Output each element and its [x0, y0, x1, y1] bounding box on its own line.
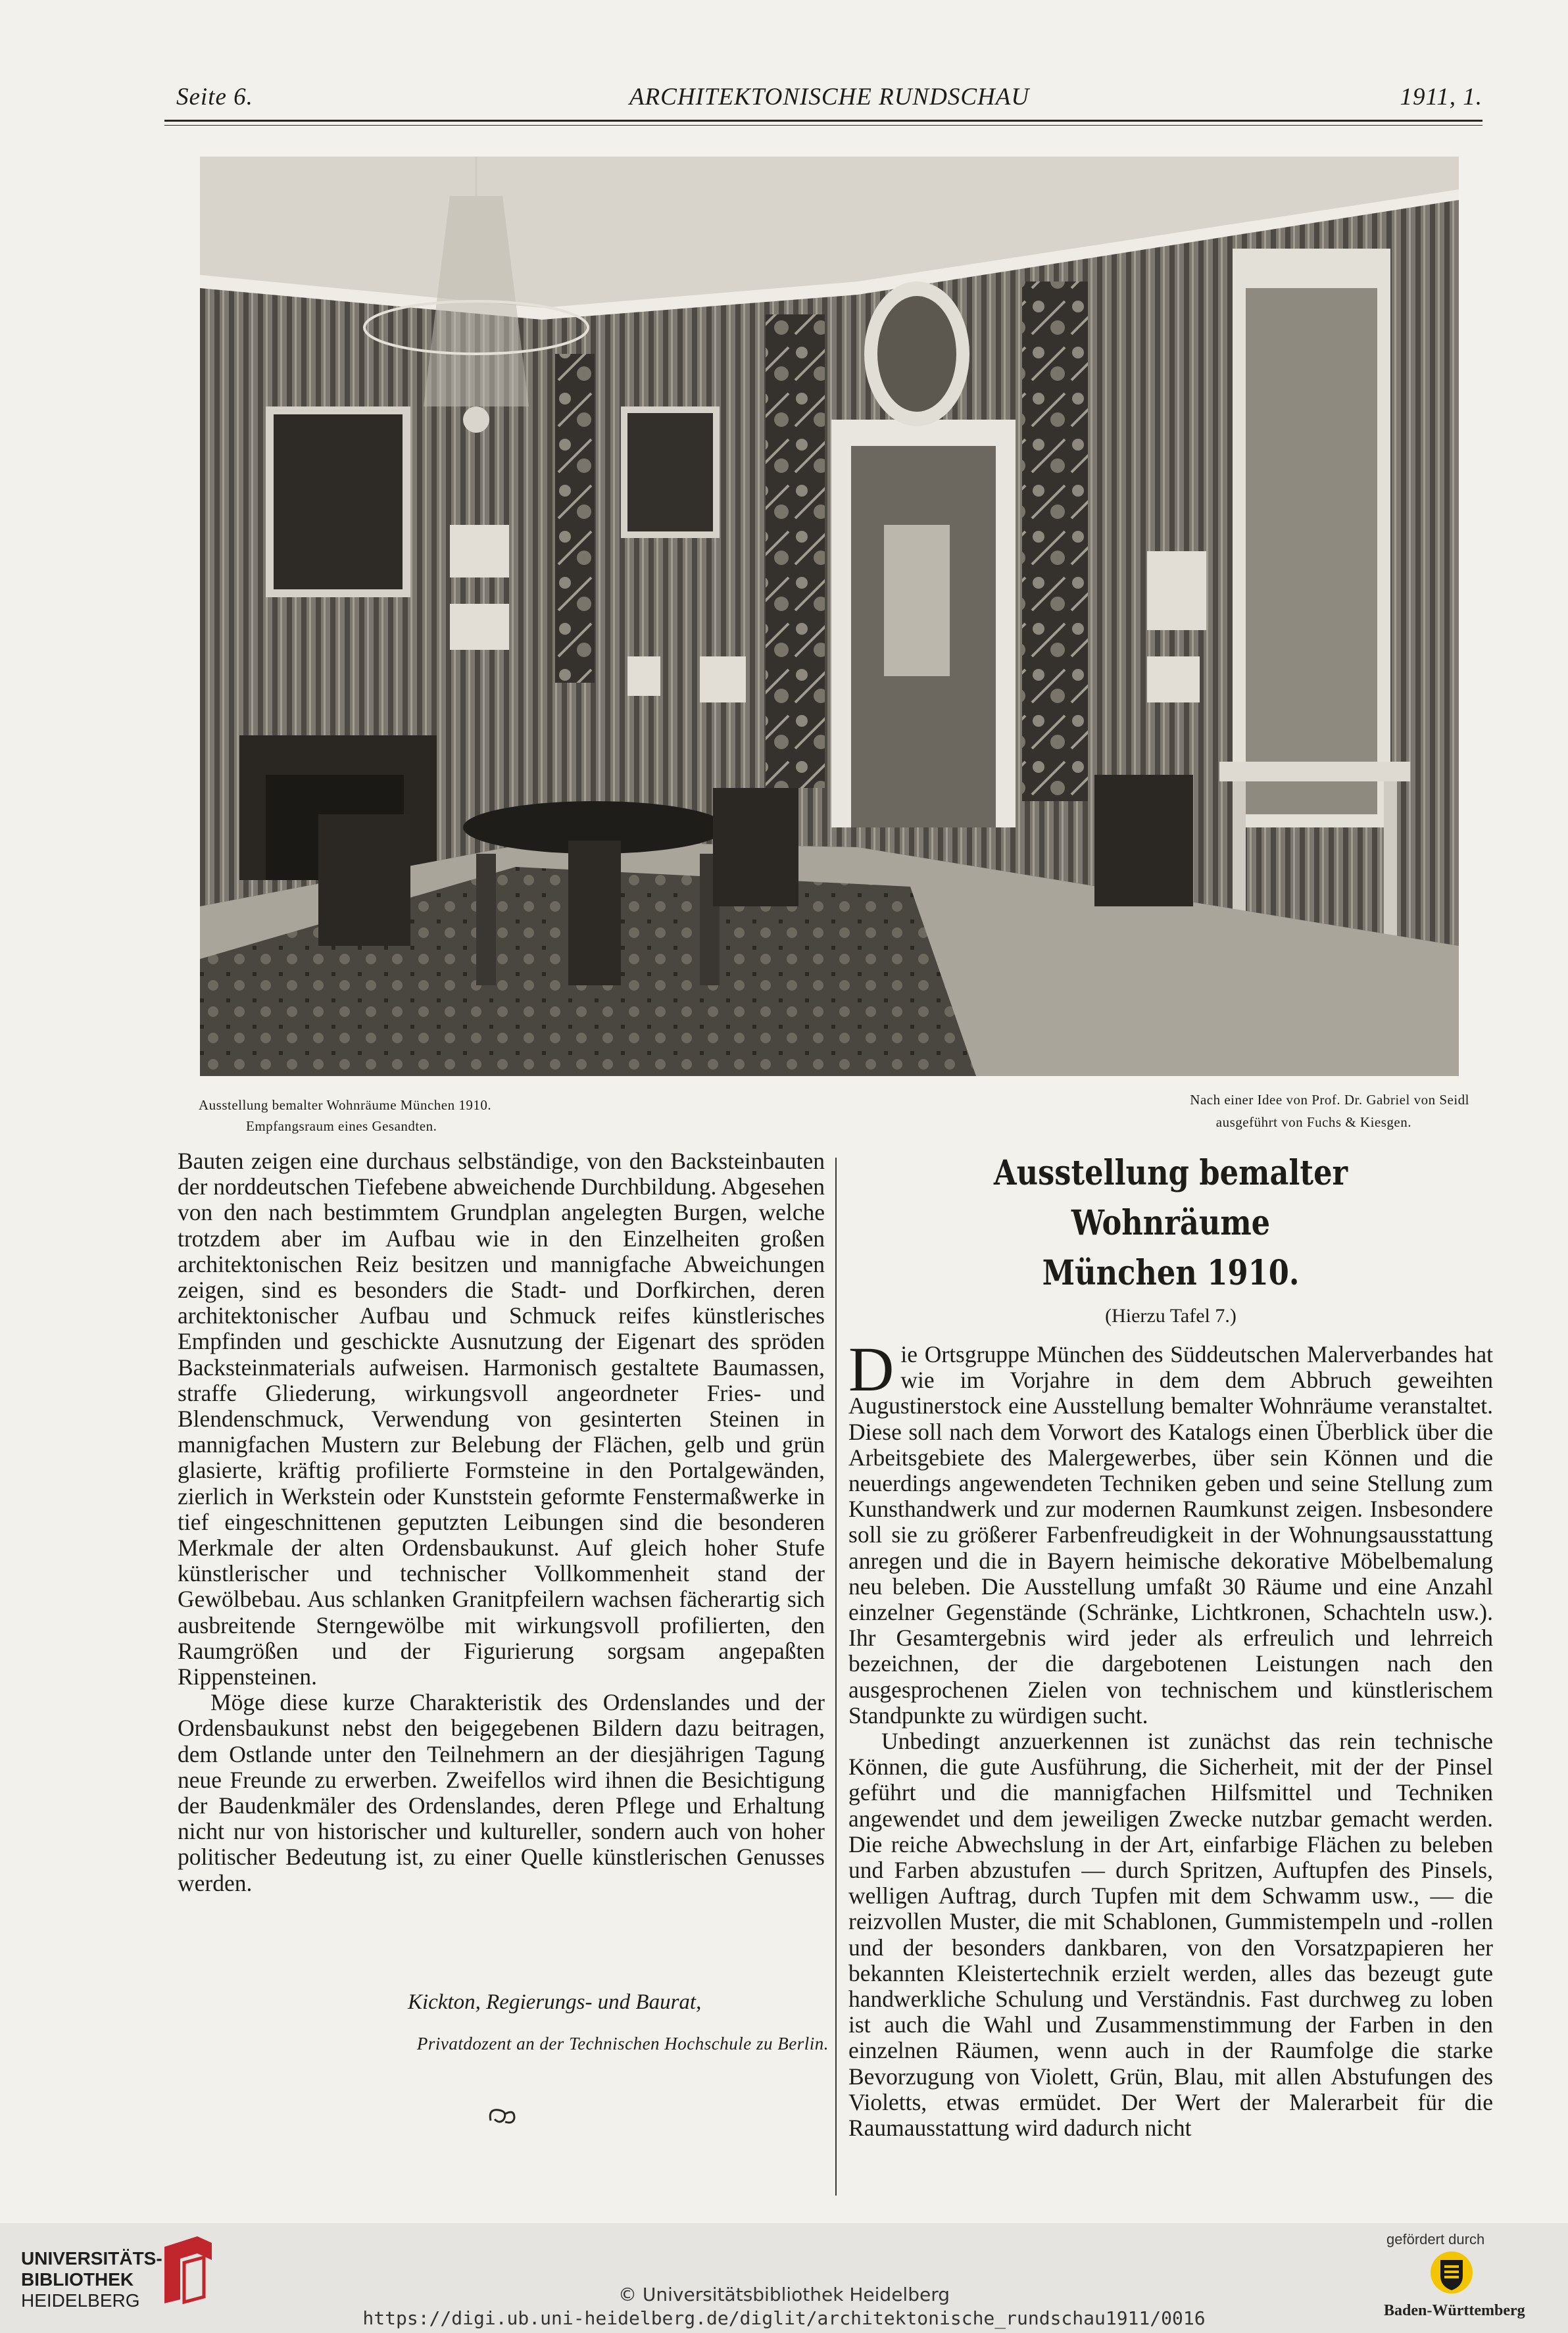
right-column	[848, 1148, 1493, 2141]
author-affiliation: Privatdozent an der Technischen Hochschule zu Berlin.	[416, 2034, 829, 2053]
article-body	[848, 1334, 1493, 2142]
drop-cap: D	[848, 1334, 894, 1404]
baden-wuerttemberg-crest-icon	[1429, 2249, 1475, 2296]
page-number: Seite 6.	[176, 84, 253, 111]
caption-right-line2: ausgeführt von Fuchs & Kiesgen.	[1215, 1114, 1411, 1130]
left-paragraph-2: Möge diese kurze Charakteristik des Ordenslandes und der Ordensbaukunst nebst den beigegebenen Bildern dazu beitragen, dem Ostlande unter den Teilnehmern an der diesjährigen Tagung neue Freunde zu erwerben. Zweifellos wird ihnen die Besichtigung der Baudenkmäler des Ordenslandes, deren Pflege und Erhaltung nicht nur von historischer und kultureller, sondern auch von hoher politischer Bedeutung ist, zu einer Quelle künstlerischen Genusses werden.	[178, 1689, 825, 1896]
left-column	[178, 1148, 825, 1896]
journal-title: ARCHITEKTONISCHE RUNDSCHAU	[629, 84, 1030, 111]
right-paragraph-2: Unbedingt anzuerkennen ist zunächst das rein technische Können, die gute Ausführung, die Sicherheit, mit der der Pinsel geführt und die mannigfachen Hilfsmittel und Techniken angewendet und dem jeweiligen Zwecke nutzbar gemacht werden. Die reiche Abwechslung in der Art, einfarbige Flächen zu beleben und Farben abzustufen — durch Spritzen, Auftupfen des Pinsels, welligen Auftrag, durch Tupfen mit dem Schwamm usw., — die reizvollen Muster, die mit Schablonen, Gummistempeln und -rollen und der besonders dankbaren, von den Vorsatzpapieren her bekannten Kleistertechnik erzielt werden, alles das bezeugt gute handwerkliche Schulung und Verständnis. Fast durchweg zu loben ist auch die Wahl und Zusammenstimmung der Farben in den einzelnen Räumen, wenn auch in der Raumfolge die starke Bevorzugung von Violett, Grün, Blau, mit allen Abstufungen des Violetts, etwas ermüdet. Der Wert der Malerarbeit für die Raumausstattung wird dadurch nicht	[848, 1728, 1493, 2142]
running-header	[176, 83, 1482, 118]
ornament-icon	[485, 2102, 518, 2128]
header-rule-thick	[164, 120, 1482, 122]
copyright-notice: © Universitätsbibliothek Heidelberg	[618, 2284, 950, 2305]
reception-room-photo	[200, 157, 1459, 1076]
right-paragraph-1-text: ie Ortsgruppe München des Süddeutschen Malerverbandes hat wie im Vorjahre in dem dem Abbruch geweihten Augustinerstock eine Ausstellung bemalter Wohnräume veranstaltet. Diese soll nach dem Vorwort des Katalogs einen Überblick über die Arbeitsgebiete des Malergewerbes, über sein Können und die neuerdings angewendeten Techniken geben und seine Stellung zum Kunsthandwerk und zur modernen Raumkunst zeigen. Insbesondere soll sie zu größerer Farbenfreudigkeit in der Wohnungsausstattung anregen und die in Bayern heimische dekorative Möbelbemalung neu beleben. Die Ausstellung umfaßt 30 Räume und eine Anzahl einzelner Gegenstände (Schränke, Lichtkronen, Schachteln usw.). Ihr Gesamtergebnis wird jeder als erfreulich und lehrreich bezeichnen, der die dargebotenen Leistungen nach den ausgesprochenen Zielen von technischem und künstlerischem Standpunkte zu würdigen sucht.	[848, 1341, 1493, 1729]
funder-name: Baden-Württemberg	[1384, 2302, 1525, 2319]
article-title-line2: München 1910.	[1042, 1253, 1300, 1293]
article-subtitle: (Hierzu Tafel 7.)	[1105, 1305, 1237, 1327]
caption-left-line1: Ausstellung bemalter Wohnräume München 1910.	[199, 1097, 492, 1113]
caption-right-line1: Nach einer Idee von Prof. Dr. Gabriel von Seidl	[1190, 1092, 1469, 1108]
funded-by-label: gefördert durch	[1386, 2231, 1485, 2247]
right-paragraph-1	[848, 1334, 1493, 1729]
issue-info: 1911, 1.	[1400, 84, 1482, 111]
header-rule-thin	[164, 125, 1482, 126]
left-paragraph-1: Bauten zeigen eine durchaus selbständige, von den Backsteinbauten der norddeutschen Tiefebene abweichende Durchbildung. Abgesehen von den nach bestimmtem Grundplan angelegten Burgen, welche trotzdem aber im Aufbau wie in den Einzelheiten großen architektonischen Reiz besitzen und mannigfache Abweichungen zeigen, sind es besonders die Stadt- und Dorfkirchen, deren architektonischer Aufbau und Schmuck reifes künstlerisches Empfinden und geschickte Ausnutzung der Eigenart des spröden Backsteinmaterials aufweisen. Harmonisch gestaltete Baumassen, straffe Gliederung, wirkungsvoll angeordneter Fries- und Blendenschmuck, Verwendung von gesinterten Steinen in mannigfachen Mustern zur Belebung der Flächen, gelb und grün glasierte, kräftig profilierte Formsteine in den Portalgewänden, zierlich in Werkstein oder Kunststein geformte Fenstermaßwerke in tief eingeschnittenen geputzten Leibungen sind die besonderen Merkmale der alten Ordensbaukunst. Auf gleich hoher Stufe künstlerischer und technischer Vollkommenheit stand der Gewölbebau. Aus schlanken Granitpfeilern wachsen fächerartig sich ausbreitende Sterngewölbe mit wirkungsvoll profilierten, den Raumgrößen und der Figurierung sorgsam angepaßten Rippensteinen.	[178, 1148, 825, 1690]
caption-left-line2: Empfangsraum eines Gesandten.	[246, 1118, 437, 1134]
logo-line3: HEIDELBERG	[21, 2290, 140, 2311]
column-divider	[835, 1158, 837, 2196]
logo-line1: UNIVERSITÄTS-	[21, 2248, 162, 2269]
logo-line2: BIBLIOTHEK	[21, 2269, 134, 2290]
article-title-line1: Ausstellung bemalter Wohnräume	[993, 1153, 1348, 1243]
author-signature: Kickton, Regierungs- und Baurat,	[408, 1990, 702, 2014]
permalink-url[interactable]: https://digi.ub.uni-heidelberg.de/diglit/architektonische_rundschau1911/0016	[362, 2307, 1206, 2329]
